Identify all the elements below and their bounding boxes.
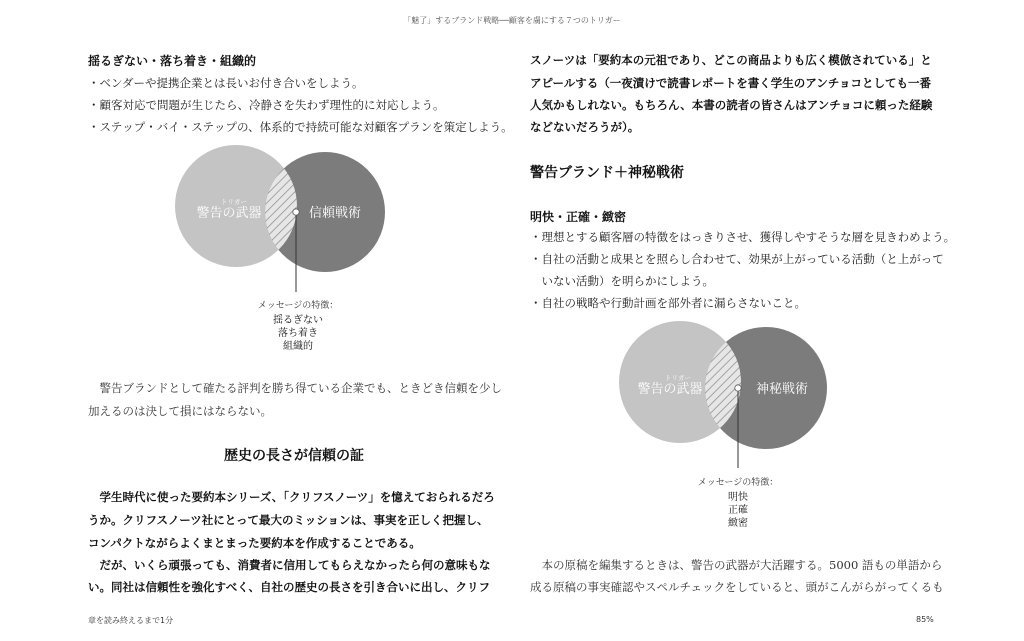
venn-caption: メッセージの特徴： <box>697 478 779 488</box>
paragraph-line: うか。クリフスノーツ社にとって最大のミッションは、事実を正しく把握し、 <box>88 513 489 527</box>
venn-ruby: トリガー <box>665 374 691 382</box>
paragraph-line: だが、いくら頑張っても、消費者に信用してもらえなかったら何の意味もな <box>88 558 491 572</box>
bullet-item: ・理想とする顧客層の特徴をはっきりさせ、獲得しやすそうな層を見きわめよう。 <box>530 230 956 244</box>
progress-percent: 85% <box>916 615 934 624</box>
paragraph-line: 加えるのは決して損にはならない。 <box>88 404 272 418</box>
venn-diagram <box>168 140 408 300</box>
trait: 組織的 <box>283 341 313 352</box>
trait: 正確 <box>728 505 748 516</box>
paragraph-line: などないだろうが）。 <box>530 120 640 134</box>
venn-right-label: 神秘戦術 <box>755 382 809 397</box>
venn-traits <box>238 314 358 353</box>
venn-diagram <box>612 316 852 476</box>
paragraph-line: スノーツは「要約本の元祖であり、どこの商品よりも広く模倣されている」と <box>530 53 932 67</box>
bullet-item: ・自社の戦略や行動計画を部外者に漏らさないこと。 <box>530 296 806 310</box>
trait: 緻密 <box>728 518 748 529</box>
trait: 揺るぎない <box>273 315 323 326</box>
reading-time: 章を読み終えるまで1分 <box>88 616 174 625</box>
section-heading: 揺るぎない・落ち着き・組織的 <box>88 54 257 68</box>
paragraph-line: 警告ブランドとして確たる評判を勝ち得ている企業でも、ときどき信頼を少し <box>88 381 502 395</box>
pointer-dot <box>735 385 741 391</box>
venn-traits <box>678 491 798 530</box>
bullet-item: いない活動）を明らかにしよう。 <box>530 274 714 288</box>
paragraph-line: い。同社は信頼性を強化すべく、自社の歴史の長さを引き合いに出し、クリフ <box>88 580 491 594</box>
bullet-item: ・ベンダーや提携企業とは長いお付き合いをしよう。 <box>88 76 364 90</box>
bullet-item: ・顧客対応で問題が生じたら、冷静さを失わず理性的に対応しよう。 <box>88 98 445 112</box>
section-title: 警告ブランド＋神秘戦術 <box>530 165 684 181</box>
paragraph-line: コンパクトながらよくまとまった要約本を作成することである。 <box>88 536 421 550</box>
paragraph-line: アピールする（一夜漬けで読書レポートを書く学生のアンチョコとしても一番 <box>530 76 932 90</box>
section-title: 歴史の長さが信頼の証 <box>224 448 364 464</box>
pointer-dot <box>293 209 299 215</box>
venn-right-label: 信頼戦術 <box>308 206 362 221</box>
section-heading: 明快・正確・緻密 <box>530 210 627 224</box>
paragraph-line: 本の原稿を編集するときは、警告の武器が大活躍する。5000 語もの単語から <box>530 558 943 572</box>
book-header-title: 「魅了」するブランド戦略──顧客を虜にする７つのトリガー <box>403 16 621 25</box>
paragraph-line: 学生時代に使った要約本シリーズ、「クリフスノーツ」を憶えておられるだろ <box>88 490 495 504</box>
trait: 落ち着き <box>278 328 318 339</box>
venn-left-label: 警告の武器 <box>196 206 262 221</box>
venn-caption: メッセージの特徴： <box>257 301 339 311</box>
paragraph-line: 成る原稿の事実確認やスペルチェックをしていると、頭がこんがらがってくるも <box>530 580 944 594</box>
bullet-item: ・ステップ・バイ・ステップの、体系的で持続可能な対顧客プランを策定しよう。 <box>88 120 513 134</box>
paragraph-line: 人気かもしれない。もちろん、本書の読者の皆さんはアンチョコに頼った経験 <box>530 98 933 112</box>
trait: 明快 <box>728 492 748 503</box>
venn-left-label: 警告の武器 <box>637 382 703 397</box>
venn-ruby: トリガー <box>221 198 247 206</box>
bullet-item: ・自社の活動と成果とを照らし合わせて、効果が上がっている活動（と上がって <box>530 252 944 266</box>
